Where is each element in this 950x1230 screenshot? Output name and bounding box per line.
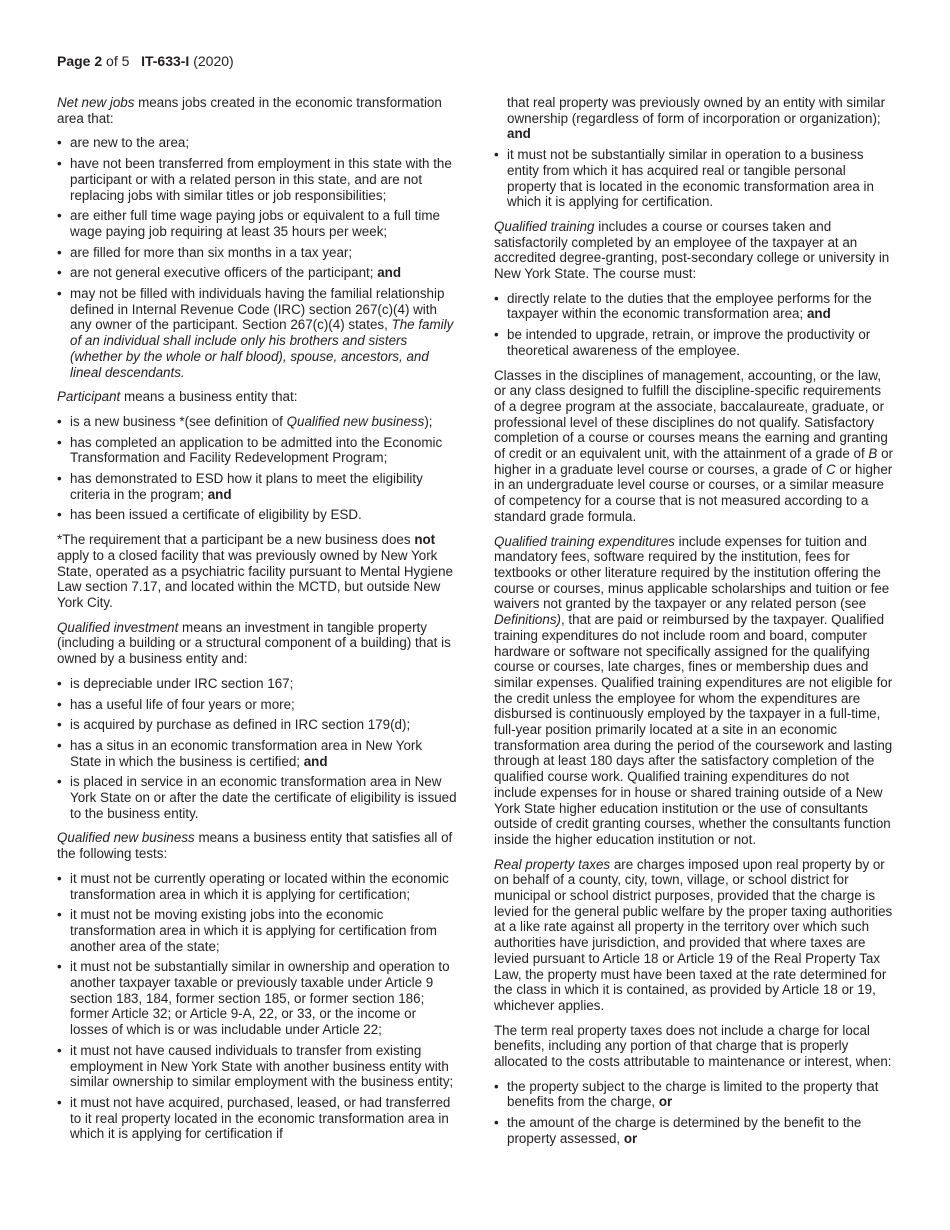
qualified-new-business-intro: Qualified new business means a business entity that satisfies all of the following tests: bbox=[57, 830, 453, 862]
list-item: • is depreciable under IRC section 167; bbox=[57, 676, 457, 692]
term-qualified-training: Qualified training bbox=[494, 218, 595, 234]
list-item: • has been issued a certificate of eligibility by ESD. bbox=[57, 507, 457, 523]
real-property-exclusion-intro: The term real property taxes does not include a charge for local benefits, including any portion of that charge that is properly allocated to the costs attributable to maintenance or interest, when: bbox=[494, 1022, 892, 1070]
list-item: • be intended to upgrade, retrain, or improve the productivity or theoretical awareness of the employee. bbox=[494, 327, 894, 358]
list-item: • has a useful life of four years or more; bbox=[57, 697, 457, 713]
qualified-investment-list bbox=[57, 676, 457, 822]
page-number: 2 bbox=[94, 53, 103, 69]
list-item: • are new to the area; bbox=[57, 135, 457, 151]
list-item: • has completed an application to be admitted into the Economic Transformation and Facility Redevelopment Program; bbox=[57, 435, 457, 466]
list-item: • has a situs in an economic transformation area in New York State in which the business is certified; and bbox=[57, 738, 457, 769]
list-item: • it must not have caused individuals to transfer from existing employment in New York State with another business entity with similar ownership to similar employment with the business entity; bbox=[57, 1043, 457, 1090]
list-item-continued: that real property was previously owned by an entity with similar ownership (regardless of form of incorporation or organization); and bbox=[507, 95, 886, 142]
participant-intro: Participant means a business entity that: bbox=[57, 389, 298, 405]
term-participant: Participant bbox=[57, 389, 121, 405]
page-label: Page bbox=[57, 53, 91, 69]
list-item: • is acquired by purchase as defined in IRC section 179(d); bbox=[57, 717, 457, 733]
list-item: • it must not be currently operating or located within the economic transformation area in which it is applying for certification; bbox=[57, 871, 457, 902]
list-item: • the property subject to the charge is limited to the property that benefits from the charge, or bbox=[494, 1079, 894, 1110]
list-item: • directly relate to the duties that the employee performs for the taxpayer within the economic transformation area; and bbox=[494, 291, 894, 322]
list-item: • have not been transferred from employment in this state with the participant or with a related person in this state, and are not replacing jobs with similar titles or job responsibilities; bbox=[57, 156, 457, 203]
form-year: (2020) bbox=[193, 53, 234, 69]
participant-list bbox=[57, 414, 457, 523]
list-item: • it must not have acquired, purchased, leased, or had transferred to it real property located in the economic transformation area in which it is applying for certification if bbox=[57, 1095, 457, 1142]
term-real-property-taxes: Real property taxes bbox=[494, 856, 611, 872]
list-item: • has demonstrated to ESD how it plans to meet the eligibility criteria in the program; and bbox=[57, 471, 457, 502]
real-property-exclusion-list bbox=[494, 1079, 894, 1147]
qualified-training-intro: Qualified training includes a course or courses taken and satisfactorily completed by an employee of the taxpayer at an accredited degree-granting, post-secondary college or university in New York State. The course must: bbox=[494, 218, 890, 282]
classes-paragraph: Classes in the disciplines of management, accounting, or the law, or any class designed to fulfill the discipline-specific requirements of a degree program at the associate, baccalaureate, graduate, or professional level of these disciplines do not qualify. Satisfactory completion of a course or courses means the earning and granting of credit or an equivalent unit, with the attainment of a grade of B or higher in a graduate level course or courses, a grade of C or higher in an undergraduate level course or courses, or a similar measure of competency for a course that is not measured according to a standard grade formula. bbox=[494, 367, 893, 524]
right-column bbox=[494, 95, 894, 1156]
list-item: • it must not be substantially similar in operation to a business entity from which it has acquired real or tangible personal property that is located in the economic transformation area in which it is applying for certification. bbox=[494, 147, 894, 210]
list-item: • are filled for more than six months in a tax year; bbox=[57, 245, 457, 261]
net-new-jobs-intro: Net new jobs means jobs created in the economic transformation area that: bbox=[57, 95, 442, 126]
qualified-new-business-list-continued bbox=[494, 95, 894, 210]
term-qualified-training-expenditures: Qualified training expenditures bbox=[494, 533, 675, 549]
term-qualified-new-business: Qualified new business bbox=[57, 830, 195, 846]
new-business-note: *The requirement that a participant be a new business does not apply to a closed facility that was previously owned by New York State, operated as a psychiatric facility pursuant to Mental Hygiene Law section 7.17, and located within the MCTD, but outside New York City. bbox=[57, 532, 453, 610]
net-new-jobs-list bbox=[57, 135, 457, 380]
form-id: IT-633-I bbox=[141, 53, 190, 69]
term-qualified-investment: Qualified investment bbox=[57, 619, 179, 635]
list-item: • is a new business *(see definition of Qualified new business); bbox=[57, 414, 457, 430]
page-count: of 5 bbox=[106, 53, 130, 69]
qualified-new-business-list bbox=[57, 871, 457, 1142]
term-net-new-jobs: Net new jobs bbox=[57, 95, 135, 110]
list-item: • the amount of the charge is determined by the benefit to the property assessed, or bbox=[494, 1115, 894, 1146]
list-item: • it must not be moving existing jobs into the economic transformation area in which it is applying for certification from another area of the state; bbox=[57, 907, 457, 954]
real-property-taxes-paragraph: Real property taxes are charges imposed upon real property by or on behalf of a county, city, town, village, or school district for municipal or school district purposes, provided that the charge is levied for the general public welfare by the proper taxing authorities at a like rate against all property in the territory over which such authorities have jurisdiction, and provided that where taxes are levied pursuant to Article 18 or Article 19 of the Real Property Tax Law, the property must have been taxed at the rate determined for the class in which it is contained, as provided by Article 18 or 19, whichever applies. bbox=[494, 856, 893, 1013]
qualified-training-expenditures-paragraph: Qualified training expenditures include expenses for tuition and mandatory fees, software required by the institution, fees for textbooks or other literature required by the institution offering the course or courses, minus applicable scholarships and tuition or fee waivers not granted by the taxpayer or any related person (see Definitions), that are paid or reimbursed by the taxpayer. Qualified training expenditures do not include room and board, computer hardware or software not specifically assigned for the qualifying course or courses, late charges, fines or membership dues and similar expenses. Qualified training expenditures are not eligible for the credit unless the employee for whom the expenditures are disbursed is continuously employed by the taxpayer in a full-time, full-year position primarily located at a site in an economic transformation area during the period of the coursework and lasting through at least 180 days after the satisfactory completion of the qualified course work. Qualified training expenditures do not include expenses for in house or shared training outside of a New York State higher education institution or the use of consultants outside of credit granting courses, whether the consultants function inside the higher education institution or not. bbox=[494, 533, 893, 847]
list-item: • it must not be substantially similar in ownership and operation to another taxpayer taxable or previously taxable under Article 9 section 183, 184, former section 185, or former section 186; former Article 32; or Article 9-A, 22, or 33, or the income or losses of which is or was includable under Article 22; bbox=[57, 959, 457, 1038]
left-column bbox=[57, 95, 457, 1151]
qualified-training-list bbox=[494, 291, 894, 359]
list-item: • is placed in service in an economic transformation area in New York State on or after the date the certificate of eligibility is issued to the business entity. bbox=[57, 774, 457, 821]
list-item: • are either full time wage paying jobs or equivalent to a full time wage paying job requiring at least 35 hours per week; bbox=[57, 208, 457, 239]
list-item: • may not be filled with individuals having the familial relationship defined in Internal Revenue Code (IRC) section 267(c)(4) with any owner of the participant. Section 267(c)(4) states, The family of an individual shall include only his brothers and sisters (whether by the whole or half blood), spouse, ancestors, and lineal descendants. bbox=[57, 286, 457, 380]
qualified-investment-intro: Qualified investment means an investment in tangible property (including a building or a structural component of a building) that is owned by a business entity and: bbox=[57, 619, 451, 667]
page-header bbox=[57, 54, 234, 70]
list-item: • are not general executive officers of the participant; and bbox=[57, 265, 457, 281]
